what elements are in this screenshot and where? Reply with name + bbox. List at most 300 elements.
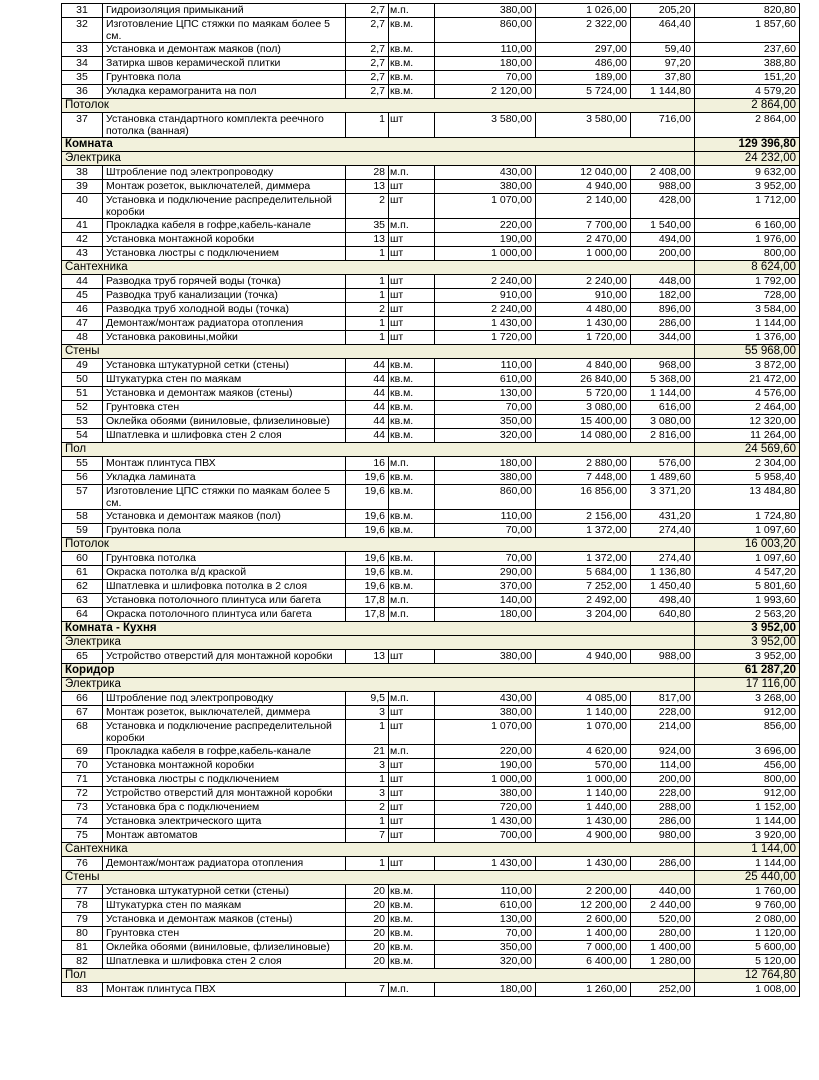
work-name: Установка люстры с подключением [103, 773, 346, 787]
unit: кв.м. [389, 899, 435, 913]
unit: м.п. [389, 594, 435, 608]
price: 430,00 [435, 166, 536, 180]
table-row [62, 580, 800, 594]
table-row [62, 857, 800, 871]
table-row [62, 317, 800, 331]
sum: 1 260,00 [536, 983, 631, 997]
sum: 5 720,00 [536, 387, 631, 401]
table-row [62, 373, 800, 387]
table-row [62, 773, 800, 787]
unit: кв.м. [389, 373, 435, 387]
price: 430,00 [435, 692, 536, 706]
total: 3 584,00 [695, 303, 800, 317]
sum: 1 440,00 [536, 801, 631, 815]
price: 70,00 [435, 552, 536, 566]
quantity: 3 [346, 787, 389, 801]
section-title: Потолок [62, 538, 695, 552]
sum: 4 940,00 [536, 650, 631, 664]
price: 1 430,00 [435, 857, 536, 871]
total: 1 857,60 [695, 18, 800, 43]
quantity: 21 [346, 745, 389, 759]
markup: 494,00 [631, 233, 695, 247]
total: 1 097,60 [695, 552, 800, 566]
table-row [62, 899, 800, 913]
unit: кв.м. [389, 524, 435, 538]
row-number: 71 [62, 773, 103, 787]
price: 1 720,00 [435, 331, 536, 345]
unit: шт [389, 317, 435, 331]
price: 380,00 [435, 180, 536, 194]
total: 1 724,80 [695, 510, 800, 524]
price: 70,00 [435, 927, 536, 941]
unit: шт [389, 829, 435, 843]
markup: 1 489,60 [631, 471, 695, 485]
section-header-row [62, 843, 800, 857]
section-total: 8 624,00 [695, 261, 800, 275]
markup: 440,00 [631, 885, 695, 899]
work-name: Монтаж плинтуса ПВХ [103, 983, 346, 997]
total: 856,00 [695, 720, 800, 745]
work-name: Установка и демонтаж маяков (пол) [103, 510, 346, 524]
unit: шт [389, 773, 435, 787]
total: 11 264,00 [695, 429, 800, 443]
work-name: Грунтовка пола [103, 524, 346, 538]
room-title: Комната [62, 138, 695, 152]
unit: м.п. [389, 608, 435, 622]
row-number: 50 [62, 373, 103, 387]
total: 4 547,20 [695, 566, 800, 580]
unit: кв.м. [389, 913, 435, 927]
price: 610,00 [435, 899, 536, 913]
unit: кв.м. [389, 43, 435, 57]
quantity: 20 [346, 941, 389, 955]
work-name: Разводка труб холодной воды (точка) [103, 303, 346, 317]
unit: м.п. [389, 692, 435, 706]
sum: 1 372,00 [536, 552, 631, 566]
sum: 3 580,00 [536, 113, 631, 138]
row-number: 54 [62, 429, 103, 443]
section-total: 16 003,20 [695, 538, 800, 552]
markup: 464,40 [631, 18, 695, 43]
table-row [62, 566, 800, 580]
sum: 1 070,00 [536, 720, 631, 745]
sum: 1 140,00 [536, 787, 631, 801]
price: 380,00 [435, 4, 536, 18]
table-row [62, 885, 800, 899]
unit: м.п. [389, 745, 435, 759]
total: 4 579,20 [695, 85, 800, 99]
unit: шт [389, 801, 435, 815]
table-row [62, 233, 800, 247]
row-number: 80 [62, 927, 103, 941]
price: 350,00 [435, 941, 536, 955]
price: 110,00 [435, 43, 536, 57]
total: 3 696,00 [695, 745, 800, 759]
total: 4 576,00 [695, 387, 800, 401]
sum: 1 430,00 [536, 857, 631, 871]
price: 2 240,00 [435, 303, 536, 317]
table-row [62, 594, 800, 608]
total: 1 376,00 [695, 331, 800, 345]
table-row [62, 415, 800, 429]
sum: 12 200,00 [536, 899, 631, 913]
price: 220,00 [435, 745, 536, 759]
markup: 114,00 [631, 759, 695, 773]
estimate-rows [62, 4, 800, 997]
quantity: 20 [346, 927, 389, 941]
total: 2 464,00 [695, 401, 800, 415]
table-row [62, 941, 800, 955]
table-row [62, 85, 800, 99]
work-name: Устройство отверстий для монтажной коробки [103, 787, 346, 801]
table-row [62, 219, 800, 233]
total: 2 864,00 [695, 113, 800, 138]
section-title: Потолок [62, 99, 695, 113]
work-name: Установка люстры с подключением [103, 247, 346, 261]
section-title: Электрика [62, 678, 695, 692]
unit: шт [389, 787, 435, 801]
work-name: Установка монтажной коробки [103, 233, 346, 247]
unit: шт [389, 194, 435, 219]
quantity: 3 [346, 759, 389, 773]
sum: 4 940,00 [536, 180, 631, 194]
unit: кв.м. [389, 415, 435, 429]
unit: кв.м. [389, 885, 435, 899]
row-number: 49 [62, 359, 103, 373]
total: 1 792,00 [695, 275, 800, 289]
price: 3 580,00 [435, 113, 536, 138]
room-header-row [62, 138, 800, 152]
work-name: Установка бра с подключением [103, 801, 346, 815]
quantity: 20 [346, 899, 389, 913]
quantity: 19,6 [346, 485, 389, 510]
table-row [62, 303, 800, 317]
quantity: 20 [346, 955, 389, 969]
markup: 716,00 [631, 113, 695, 138]
work-name: Штукатурка стен по маякам [103, 373, 346, 387]
table-row [62, 113, 800, 138]
quantity: 19,6 [346, 471, 389, 485]
sum: 7 448,00 [536, 471, 631, 485]
row-number: 53 [62, 415, 103, 429]
row-number: 43 [62, 247, 103, 261]
row-number: 35 [62, 71, 103, 85]
markup: 980,00 [631, 829, 695, 843]
price: 700,00 [435, 829, 536, 843]
quantity: 13 [346, 650, 389, 664]
price: 190,00 [435, 233, 536, 247]
row-number: 59 [62, 524, 103, 538]
quantity: 44 [346, 401, 389, 415]
section-header-row [62, 345, 800, 359]
total: 237,60 [695, 43, 800, 57]
markup: 2 440,00 [631, 899, 695, 913]
markup: 448,00 [631, 275, 695, 289]
markup: 286,00 [631, 317, 695, 331]
price: 910,00 [435, 289, 536, 303]
price: 380,00 [435, 706, 536, 720]
section-header-row [62, 678, 800, 692]
total: 728,00 [695, 289, 800, 303]
unit: шт [389, 180, 435, 194]
sum: 3 204,00 [536, 608, 631, 622]
row-number: 64 [62, 608, 103, 622]
sum: 189,00 [536, 71, 631, 85]
markup: 200,00 [631, 247, 695, 261]
unit: шт [389, 113, 435, 138]
price: 2 120,00 [435, 85, 536, 99]
sum: 2 156,00 [536, 510, 631, 524]
quantity: 2,7 [346, 43, 389, 57]
markup: 896,00 [631, 303, 695, 317]
unit: кв.м. [389, 429, 435, 443]
markup: 3 080,00 [631, 415, 695, 429]
table-row [62, 759, 800, 773]
markup: 1 540,00 [631, 219, 695, 233]
quantity: 1 [346, 331, 389, 345]
quantity: 19,6 [346, 510, 389, 524]
total: 3 952,00 [695, 650, 800, 664]
sum: 5 684,00 [536, 566, 631, 580]
sum: 26 840,00 [536, 373, 631, 387]
total: 12 320,00 [695, 415, 800, 429]
total: 388,80 [695, 57, 800, 71]
section-title: Электрика [62, 152, 695, 166]
sum: 1 720,00 [536, 331, 631, 345]
quantity: 35 [346, 219, 389, 233]
price: 380,00 [435, 787, 536, 801]
markup: 59,40 [631, 43, 695, 57]
unit: кв.м. [389, 927, 435, 941]
sum: 2 492,00 [536, 594, 631, 608]
price: 110,00 [435, 885, 536, 899]
sum: 4 900,00 [536, 829, 631, 843]
unit: м.п. [389, 983, 435, 997]
table-row [62, 787, 800, 801]
markup: 1 400,00 [631, 941, 695, 955]
work-name: Штробление под электропроводку [103, 692, 346, 706]
sum: 1 430,00 [536, 317, 631, 331]
sum: 486,00 [536, 57, 631, 71]
row-number: 36 [62, 85, 103, 99]
row-number: 76 [62, 857, 103, 871]
price: 290,00 [435, 566, 536, 580]
table-row [62, 692, 800, 706]
price: 110,00 [435, 359, 536, 373]
markup: 252,00 [631, 983, 695, 997]
row-number: 61 [62, 566, 103, 580]
markup: 1 136,80 [631, 566, 695, 580]
work-name: Устройство отверстий для монтажной коробки [103, 650, 346, 664]
price: 320,00 [435, 429, 536, 443]
row-number: 58 [62, 510, 103, 524]
markup: 2 816,00 [631, 429, 695, 443]
work-name: Монтаж розеток, выключателей, диммера [103, 180, 346, 194]
work-name: Установка штукатурной сетки (стены) [103, 359, 346, 373]
unit: кв.м. [389, 510, 435, 524]
quantity: 44 [346, 359, 389, 373]
quantity: 44 [346, 373, 389, 387]
markup: 200,00 [631, 773, 695, 787]
section-title: Сантехника [62, 843, 695, 857]
markup: 286,00 [631, 815, 695, 829]
unit: м.п. [389, 4, 435, 18]
total: 1 760,00 [695, 885, 800, 899]
work-name: Установка и демонтаж маяков (стены) [103, 387, 346, 401]
unit: шт [389, 650, 435, 664]
total: 2 080,00 [695, 913, 800, 927]
table-row [62, 471, 800, 485]
price: 130,00 [435, 913, 536, 927]
table-row [62, 552, 800, 566]
quantity: 19,6 [346, 552, 389, 566]
quantity: 1 [346, 317, 389, 331]
total: 1 008,00 [695, 983, 800, 997]
table-row [62, 927, 800, 941]
work-name: Демонтаж/монтаж радиатора отопления [103, 857, 346, 871]
total: 1 144,00 [695, 815, 800, 829]
row-number: 55 [62, 457, 103, 471]
row-number: 38 [62, 166, 103, 180]
markup: 344,00 [631, 331, 695, 345]
row-number: 60 [62, 552, 103, 566]
total: 912,00 [695, 706, 800, 720]
table-row [62, 720, 800, 745]
quantity: 1 [346, 815, 389, 829]
row-number: 78 [62, 899, 103, 913]
markup: 280,00 [631, 927, 695, 941]
work-name: Укладка керамогранита на пол [103, 85, 346, 99]
section-total: 25 440,00 [695, 871, 800, 885]
quantity: 2 [346, 801, 389, 815]
unit: шт [389, 720, 435, 745]
work-name: Установка и демонтаж маяков (пол) [103, 43, 346, 57]
room-title: Комната - Кухня [62, 622, 695, 636]
work-name: Изготовление ЦПС стяжки по маякам более 5 см. [103, 485, 346, 510]
row-number: 42 [62, 233, 103, 247]
table-row [62, 194, 800, 219]
row-number: 68 [62, 720, 103, 745]
row-number: 47 [62, 317, 103, 331]
work-name: Установка раковины,мойки [103, 331, 346, 345]
sum: 1 000,00 [536, 247, 631, 261]
row-number: 81 [62, 941, 103, 955]
section-title: Сантехника [62, 261, 695, 275]
total: 5 600,00 [695, 941, 800, 955]
total: 2 304,00 [695, 457, 800, 471]
section-total: 2 864,00 [695, 99, 800, 113]
row-number: 57 [62, 485, 103, 510]
work-name: Грунтовка стен [103, 401, 346, 415]
markup: 288,00 [631, 801, 695, 815]
markup: 576,00 [631, 457, 695, 471]
quantity: 3 [346, 706, 389, 720]
price: 1 000,00 [435, 773, 536, 787]
total: 1 097,60 [695, 524, 800, 538]
table-row [62, 608, 800, 622]
table-row [62, 275, 800, 289]
sum: 15 400,00 [536, 415, 631, 429]
quantity: 2 [346, 194, 389, 219]
table-row [62, 983, 800, 997]
work-name: Шпатлевка и шлифовка потолка в 2 слоя [103, 580, 346, 594]
quantity: 13 [346, 180, 389, 194]
table-row [62, 524, 800, 538]
price: 180,00 [435, 57, 536, 71]
work-name: Изготовление ЦПС стяжки по маякам более 5 см. [103, 18, 346, 43]
markup: 274,40 [631, 524, 695, 538]
price: 110,00 [435, 510, 536, 524]
sum: 1 000,00 [536, 773, 631, 787]
total: 9 760,00 [695, 899, 800, 913]
quantity: 28 [346, 166, 389, 180]
table-row [62, 4, 800, 18]
row-number: 56 [62, 471, 103, 485]
quantity: 44 [346, 429, 389, 443]
price: 220,00 [435, 219, 536, 233]
work-name: Грунтовка потолка [103, 552, 346, 566]
table-row [62, 43, 800, 57]
row-number: 44 [62, 275, 103, 289]
sum: 2 470,00 [536, 233, 631, 247]
work-name: Разводка труб горячей воды (точка) [103, 275, 346, 289]
quantity: 1 [346, 857, 389, 871]
row-number: 33 [62, 43, 103, 57]
table-row [62, 829, 800, 843]
markup: 2 408,00 [631, 166, 695, 180]
total: 1 993,60 [695, 594, 800, 608]
unit: кв.м. [389, 471, 435, 485]
row-number: 69 [62, 745, 103, 759]
room-header-row [62, 622, 800, 636]
table-row [62, 955, 800, 969]
unit: м.п. [389, 457, 435, 471]
total: 800,00 [695, 247, 800, 261]
unit: кв.м. [389, 387, 435, 401]
row-number: 72 [62, 787, 103, 801]
markup: 988,00 [631, 650, 695, 664]
quantity: 2,7 [346, 4, 389, 18]
row-number: 65 [62, 650, 103, 664]
price: 320,00 [435, 955, 536, 969]
table-row [62, 289, 800, 303]
row-number: 41 [62, 219, 103, 233]
quantity: 16 [346, 457, 389, 471]
markup: 498,40 [631, 594, 695, 608]
quantity: 13 [346, 233, 389, 247]
work-name: Шпатлевка и шлифовка стен 2 слоя [103, 955, 346, 969]
total: 5 801,60 [695, 580, 800, 594]
price: 720,00 [435, 801, 536, 815]
markup: 97,20 [631, 57, 695, 71]
unit: кв.м. [389, 552, 435, 566]
total: 1 144,00 [695, 317, 800, 331]
markup: 431,20 [631, 510, 695, 524]
row-number: 52 [62, 401, 103, 415]
section-header-row [62, 538, 800, 552]
quantity: 2,7 [346, 18, 389, 43]
sum: 7 252,00 [536, 580, 631, 594]
total: 1 120,00 [695, 927, 800, 941]
table-row [62, 706, 800, 720]
sum: 1 400,00 [536, 927, 631, 941]
unit: кв.м. [389, 955, 435, 969]
room-total: 61 287,20 [695, 664, 800, 678]
work-name: Демонтаж/монтаж радиатора отопления [103, 317, 346, 331]
markup: 988,00 [631, 180, 695, 194]
unit: кв.м. [389, 71, 435, 85]
unit: кв.м. [389, 401, 435, 415]
